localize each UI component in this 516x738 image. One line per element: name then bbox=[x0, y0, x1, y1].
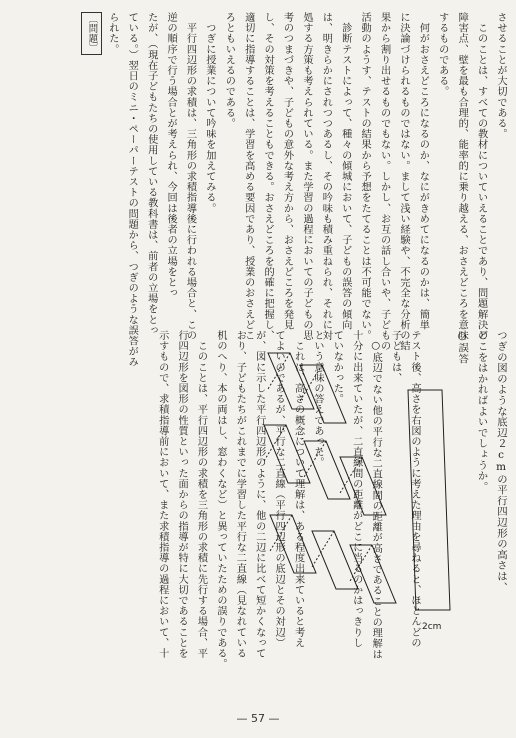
text-line: は、明きらかにされつつあるし、その吟味も積み重ねられ、それに対 bbox=[320, 12, 332, 341]
text-line: という意味の答えであった。 bbox=[311, 330, 323, 468]
text-line: するものである。 bbox=[436, 12, 448, 97]
text-line: 果から割り出せるものでもない。しかし、お互の話し合いや、子どもの bbox=[378, 12, 390, 352]
text-line: 活動のようす、テストの結果から予想をたてることは不可能でない。 bbox=[359, 12, 371, 341]
text-line: 子どもは、 bbox=[389, 330, 401, 383]
text-line: られた。 bbox=[106, 12, 118, 55]
text-line: たが、（現在子どもたちの使用している教科書は、前者の立場をとっ bbox=[145, 12, 157, 336]
text-line: これは、高さの概念について理解は、ある程度出来ていると考え bbox=[292, 330, 304, 648]
text-line: し、その対策を考えることもできる。おさえどころを的確に把握し、 bbox=[262, 12, 274, 341]
text-line: 机のへり、本の両はし、窓わくなど）と異っていたための誤りである。 bbox=[214, 330, 226, 670]
page-number: — 57 — bbox=[236, 712, 280, 725]
text-line: 適切に指導することは、学習を高める要因であり、授業のおさえどこ bbox=[242, 12, 254, 341]
problem-heading: 〔問題〕 bbox=[81, 12, 102, 55]
text-line: 示すもので、求積指導前において、また求積指導の過程において、十 bbox=[156, 330, 168, 659]
text-line: 平行四辺形の求積は、三角形の求積指導後に行われる場合と、この bbox=[184, 12, 196, 341]
text-line: 逆の順序で行う場合とが考えられ、今回は後者の立場をとっ bbox=[165, 12, 177, 299]
text-line: に決論づけられるものではない。まして浅い経験や、不完全な分析の結 bbox=[397, 12, 409, 352]
text-line: 診断テストによって、種々の傾城において、子どもの誤答の傾向 bbox=[339, 12, 351, 330]
text-line: おり、子どもたちがこれまでに学習した平行な二直線（見なれている bbox=[234, 330, 246, 659]
text-line: つぎに授業について吟味を加えてみる。 bbox=[203, 12, 215, 214]
base-length-label: 2cm bbox=[422, 622, 442, 632]
text-line: ろともいえるのである。 bbox=[223, 12, 235, 129]
text-line: てよいのであるが、平行な二直線（平行四辺形の底辺とその対辺） bbox=[273, 330, 285, 648]
question-line: つぎの図のような底辺２cmの平行四辺形の高さは、 bbox=[495, 330, 507, 593]
wrong-answer-label: ○誤答 bbox=[456, 330, 469, 364]
text-line: 行四辺形を図形の性質といった面からの指導が特に大切であることを bbox=[176, 330, 188, 659]
text-line: が、図に示した平行四辺形のように、他の二辺に比べて短かくなって bbox=[253, 330, 265, 659]
text-line: させることが大切である。 bbox=[495, 12, 506, 140]
problem-label bbox=[81, 12, 102, 324]
text-line: ○底辺でない他の平行な二直線間の距離が高さであることの理解は bbox=[370, 330, 382, 660]
body-text-lower bbox=[8, 330, 424, 690]
question-line: どこをはかればよいでしょうか。 bbox=[475, 330, 488, 492]
text-line: 考のつまづきや、子どもの意外な考え方から、おさえどころを発見 bbox=[281, 12, 293, 330]
text-line: 十分に出来ていたが、二直線間の距離がどこに当るのかはっきりし bbox=[350, 330, 362, 648]
text-line: 障害点、壁を最も合理的、能率的に乗り越える、おさえどころを意味 bbox=[456, 12, 468, 341]
text-line: ていなかった。 bbox=[331, 330, 343, 405]
text-line: テスト後、高さを右図のように考えた理由を尋ねると、ほとんどの bbox=[409, 330, 420, 648]
text-line: 何がおさえどころになるのか、なにがきめてになるのかは、簡単 bbox=[417, 12, 429, 330]
text-line: このことは、すべての教材についていえることであり、問題解決の bbox=[475, 12, 487, 341]
text-line: 処する方策も考えられている。また学習の過程においての子どもの思 bbox=[300, 12, 312, 341]
text-line: このことは、平行四辺形の求積を三角形の求積に先行する場合、平 bbox=[195, 330, 207, 659]
text-line: ている。）翌日のミニ・ペーパーテストの問題から、つぎのような誤答がみ bbox=[126, 12, 138, 368]
